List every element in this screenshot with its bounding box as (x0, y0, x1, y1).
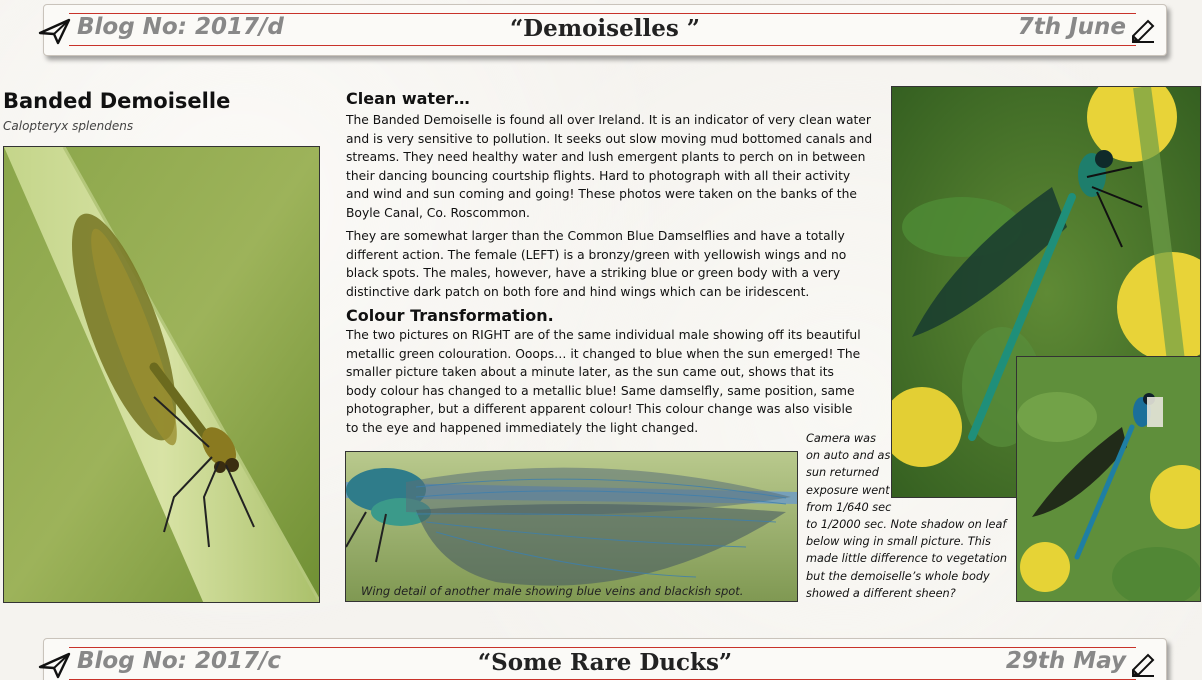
species-latin-name: Calopteryx splendens (3, 119, 134, 133)
camera-note-line: sun returned (806, 466, 879, 480)
pencil-icon (1130, 18, 1156, 44)
camera-note-line: from 1/640 sec (806, 500, 892, 514)
species-name: Banded Demoiselle (3, 89, 231, 113)
blog-number: Blog No: 2017/c (77, 648, 281, 674)
blog-number: Blog No: 2017/d (77, 14, 284, 40)
wing-detail-photo[interactable] (345, 451, 798, 602)
camera-note-line: exposure went (806, 483, 890, 497)
blog-header-banner[interactable] (43, 4, 1167, 56)
blog-title[interactable]: “Some Rare Ducks” (477, 649, 733, 676)
male-blue-photo[interactable] (1016, 356, 1201, 602)
blog-header-banner-next[interactable] (43, 638, 1167, 680)
camera-note-line: Camera was (806, 432, 876, 445)
female-demoiselle-photo[interactable] (3, 146, 320, 603)
blog-date: 29th May (1005, 648, 1126, 674)
blog-date: 7th June (1017, 14, 1126, 40)
blog-title[interactable]: “Demoiselles ” (509, 15, 701, 42)
camera-note-rest: to 1/2000 sec. Note shadow on leaf below wing in small picture. This made little difference to vegetation but the demoiselle’s whole body showed a different sheen? (806, 518, 1008, 600)
paragraph-comparison: They are somewhat larger than the Common Blue Damselflies and have a totally different action. The female (LEFT) is a bronzy/green with yellowish wings and no black spots. The males, however, have a striking blue or green body with a very distinctive dark patch on both fore and hind wings which can be iridescent. (346, 229, 847, 299)
paragraph-clean-water: The Banded Demoiselle is found all over Ireland. It is an indicator of very clean water and is very sensitive to pollution. It seeks out slow moving mud bottomed canals and streams. They need healthy water and lush emergent plants to perch on in between their dancing bouncing courtship flights. Hard to photograph with all their activity and wind and sun coming and going! These photos were taken on the banks of the Boyle Canal, Co. Roscommon. (346, 113, 873, 220)
heading-colour-transformation: Colour Transformation. (346, 306, 554, 325)
heading-clean-water: Clean water… (346, 89, 470, 108)
camera-note-line: on auto and as (806, 449, 891, 463)
wing-photo-caption: Wing detail of another male showing blue veins and blackish spot. (361, 584, 744, 598)
pencil-icon (1130, 652, 1156, 678)
paragraph-colour-transformation: The two pictures on RIGHT are of the same individual male showing off its beautiful metallic green colouration. Ooops… it changed to blue when the sun emerged! The smaller picture taken about a minute later, as the sun came out, shows that its body colour has changed to a metallic blue! Same damselfly, same position, same photographer, but a different apparent colour! This colour change was also visible to the eye and happened immediately the light changed. (346, 328, 861, 435)
banner-bottom-rule (69, 45, 1136, 46)
